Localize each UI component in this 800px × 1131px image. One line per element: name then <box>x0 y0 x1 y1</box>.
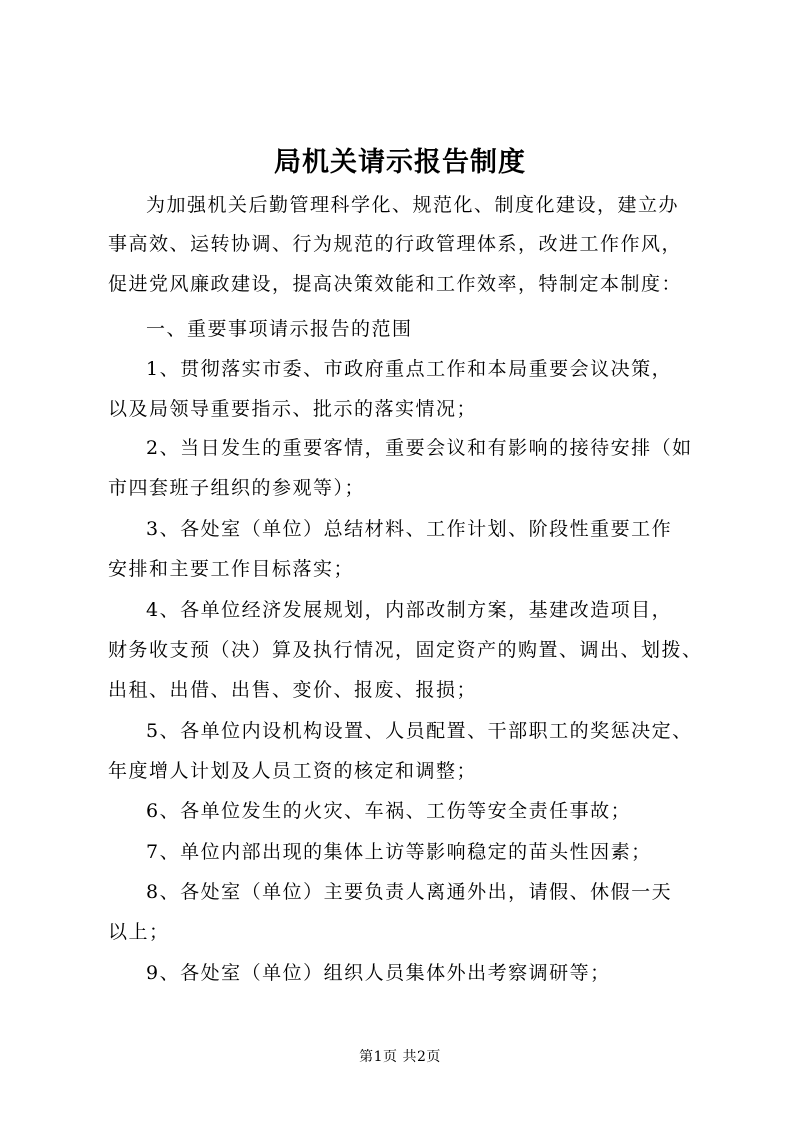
paragraph-line: 1、贯彻落实市委、市政府重点工作和本局重要会议决策， <box>146 358 673 380</box>
paragraph-line: 为加强机关后勤管理科学化、规范化、制度化建设，建立办 <box>146 194 680 216</box>
paragraph-line: 财务收支预（决）算及执行情况，固定资产的购置、调出、划拨、 <box>108 639 703 661</box>
paragraph-line: 年度增人计划及人员工资的核定和调整； <box>108 760 478 782</box>
paragraph-line: 8、各处室（单位）主要负责人离通外出，请假、休假一天 <box>146 881 673 903</box>
page-footer: 第1页 共2页 <box>359 1049 441 1065</box>
section-heading: 一、重要事项请示报告的范围 <box>146 318 413 340</box>
paragraph-line: 7、单位内部出现的集体上访等影响稳定的苗头性因素； <box>146 841 652 863</box>
paragraph-line: 市四套班子组织的参观等）； <box>108 477 366 499</box>
paragraph-line: 以及局领导重要指示、批示的落实情况； <box>108 398 478 420</box>
paragraph-line: 出租、出借、出售、变价、报废、报损； <box>108 679 478 701</box>
paragraph-line: 2、当日发生的重要客情，重要会议和有影响的接待安排（如 <box>146 437 693 459</box>
paragraph-line: 3、各处室（单位）总结材料、工作计划、阶段性重要工作 <box>146 518 673 540</box>
paragraph-line: 促进党风廉政建设，提高决策效能和工作效率，特制定本制度： <box>108 273 683 295</box>
paragraph-line: 以上； <box>108 921 170 943</box>
paragraph-line: 6、各单位发生的火灾、车祸、工伤等安全责任事故； <box>146 800 632 822</box>
paragraph-line: 安排和主要工作目标落实； <box>108 558 355 580</box>
paragraph-line: 5、各单位内设机构设置、人员配置、干部职工的奖惩决定、 <box>146 720 693 742</box>
paragraph-line: 事高效、运转协调、行为规范的行政管理体系，改进工作作风， <box>108 233 683 255</box>
paragraph-line: 4、各单位经济发展规划，内部改制方案，基建改造项目， <box>146 599 673 621</box>
paragraph-line: 9、各处室（单位）组织人员集体外出考察调研等； <box>146 962 611 984</box>
document-title: 局机关请示报告制度 <box>274 147 526 178</box>
